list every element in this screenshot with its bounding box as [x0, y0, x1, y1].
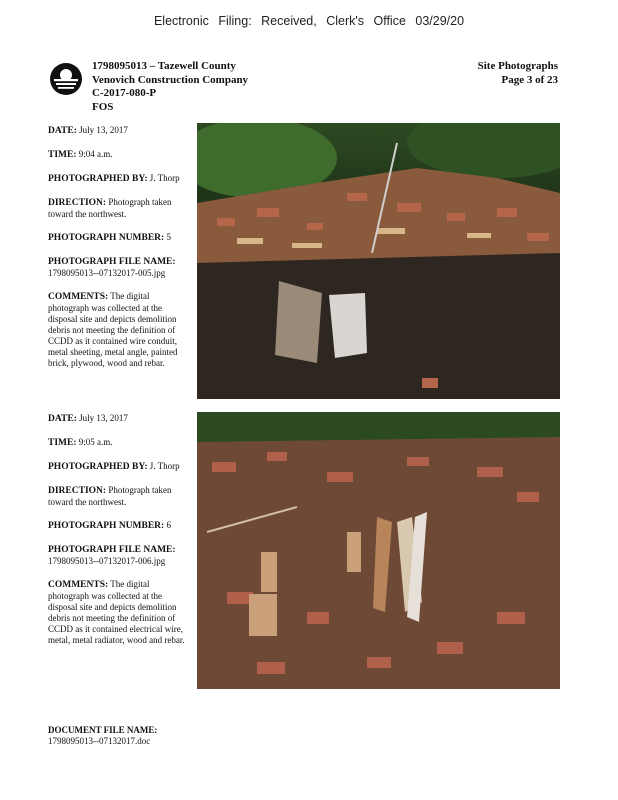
- photo-number-value: 6: [166, 520, 171, 530]
- document-file-name: [48, 725, 157, 747]
- document-file-name-value: 1798095013--07132017.doc: [48, 736, 151, 746]
- time-value: 9:04 a.m.: [78, 149, 113, 159]
- photo-entry-1-details: [48, 125, 188, 381]
- date-value: July 13, 2017: [79, 413, 128, 423]
- document-file-name-label: DOCUMENT FILE NAME:: [48, 725, 158, 735]
- header-site-id: 1798095013 – Tazewell County: [92, 60, 236, 72]
- header-page-number: Page 3 of 23: [501, 73, 558, 86]
- site-photo-5: [197, 123, 560, 399]
- date-label: DATE:: [48, 126, 77, 136]
- time-value: 9:05 a.m.: [78, 437, 113, 447]
- photographer-value: J. Thorp: [149, 173, 180, 183]
- direction-label: DIRECTION:: [48, 486, 107, 496]
- header-section-title: Site Photographs: [477, 60, 558, 72]
- comments-value: The digital photograph was collected at the disposal site and depicts demolition debris not meeting the definition of CCDD as it contained electrical wire, metal, metal radiator, wood and rebar.: [48, 579, 185, 645]
- direction-value: Photograph taken toward the northwest.: [48, 197, 172, 219]
- header-site-info: [92, 60, 248, 114]
- date-value: July 13, 2017: [79, 125, 128, 135]
- photographer-label: PHOTOGRAPHED BY:: [48, 462, 148, 472]
- photographer-value: J. Thorp: [149, 461, 180, 471]
- header-company: Venovich Construction Company: [92, 73, 249, 86]
- direction-value: Photograph taken toward the northwest.: [48, 485, 172, 507]
- photo-number-label: PHOTOGRAPH NUMBER:: [48, 233, 165, 243]
- time-label: TIME:: [48, 150, 77, 160]
- photo-file-value: 1798095013--07132017-006.jpg: [48, 556, 166, 566]
- comments-label: COMMENTS:: [48, 580, 109, 590]
- filing-stamp: Electronic Filing: Received, Clerk's Office 03/29/20: [153, 14, 465, 28]
- comments-label: COMMENTS:: [48, 292, 109, 302]
- date-label: DATE:: [48, 414, 77, 424]
- agency-seal-icon: [49, 62, 83, 96]
- header-code: FOS: [92, 100, 114, 113]
- photographer-label: PHOTOGRAPHED BY:: [48, 174, 148, 184]
- site-photo-6: [197, 412, 560, 689]
- header-case-number: C-2017-080-P: [92, 87, 157, 99]
- comments-value: The digital photograph was collected at the disposal site and depicts demolition debris not meeting the definition of CCDD as it contained wire conduit, metal sheeting, metal angle, painted brick, plywood, wood and rebar.: [48, 291, 178, 368]
- photo-number-value: 5: [166, 232, 171, 242]
- direction-label: DIRECTION:: [48, 198, 107, 208]
- photo-file-label: PHOTOGRAPH FILE NAME:: [48, 545, 176, 555]
- photo-file-value: 1798095013--07132017-005.jpg: [48, 268, 166, 278]
- time-label: TIME:: [48, 438, 77, 448]
- header-page-info: [478, 60, 558, 87]
- photo-entry-2-details: [48, 413, 188, 658]
- photo-number-label: PHOTOGRAPH NUMBER:: [48, 521, 165, 531]
- photo-file-label: PHOTOGRAPH FILE NAME:: [48, 257, 176, 267]
